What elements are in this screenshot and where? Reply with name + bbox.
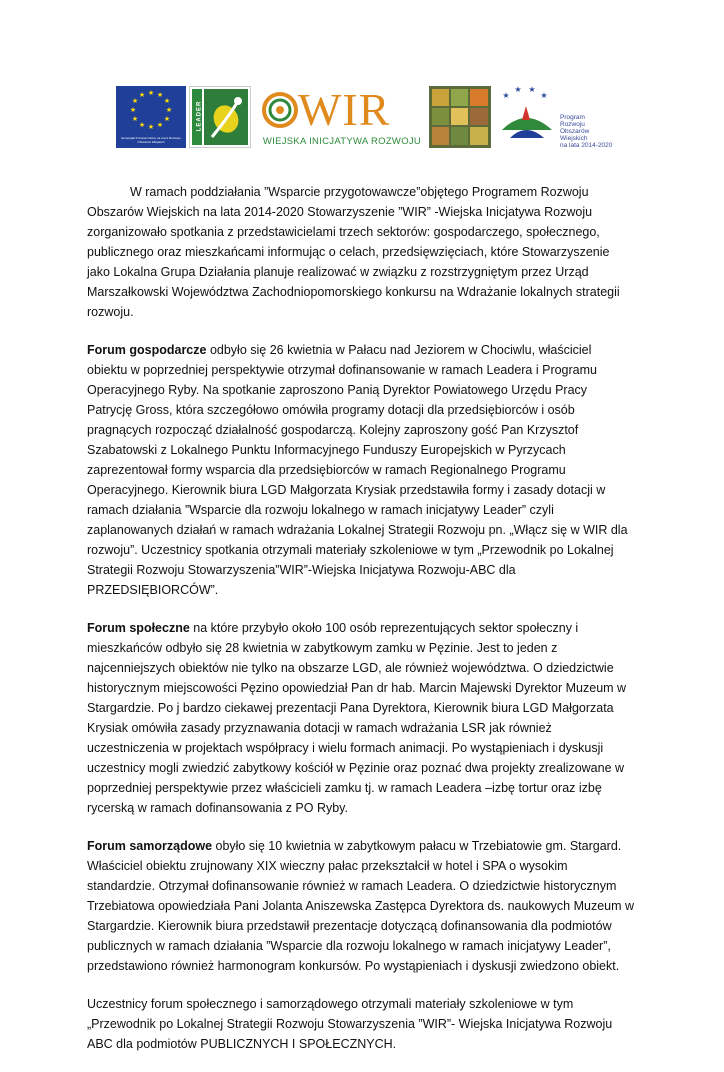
paragraph-heading: Forum społeczne (87, 621, 190, 635)
svg-text:★: ★ (163, 115, 171, 123)
svg-text:★: ★ (156, 121, 164, 129)
svg-text:★: ★ (131, 97, 139, 105)
document-body (87, 182, 635, 1072)
svg-text:★: ★ (540, 91, 548, 100)
svg-text:★: ★ (514, 86, 522, 94)
eu-caption: Europejski Fundusz Rolny na rzecz Rozwoju Obszarów Wiejskich (121, 136, 181, 144)
closing-paragraph: Uczestnicy forum społecznego i samorządowego otrzymali materiały szkoleniowe w tym „Przewodnik po Lokalnej Strategii Rozwoju Stowarzyszenia ”WIR”- Wiejska Inicjatywa Rozwoju ABC dla podmiotów PUBLICZNYCH I SPOŁECZNYCH. (87, 997, 613, 1051)
svg-text:★: ★ (163, 97, 171, 105)
prow-logo (496, 86, 616, 150)
mosaic-icon (429, 86, 491, 148)
wir-wordmark: WIR (298, 84, 391, 135)
logo-strip (116, 86, 616, 156)
prow-emblem-icon (496, 86, 558, 150)
svg-text:★: ★ (138, 91, 146, 99)
prow-years: na lata 2014-2020 (560, 142, 613, 149)
wir-logo (262, 86, 422, 148)
svg-text:★: ★ (165, 106, 173, 114)
svg-text:★: ★ (131, 115, 139, 123)
wir-subtitle: WIEJSKA INICJATYWA ROZWOJU (262, 136, 422, 147)
intro-paragraph: W ramach poddziałania ”Wsparcie przygotowawcze”objętego Programem Rozwoju Obszarów Wiejskich na lata 2014-2020 Stowarzyszenie ”WIR” -Wiejska Inicjatywa Rozwoju zorganizowało spotkania z przedstawicielami trzech sektorów: gospodarczego, społecznego, publicznego oraz mieszkańcami informując o celach, przedsięwzięciach, które Stowarzyszenie jako Lokalna Grupa Działania planuje realizować w związku z rozstrzygniętym przez Urząd Marszałkowski Województwa Zachodniopomorskiego konkursu na Wdrażanie lokalnych strategii rozwoju. (87, 185, 620, 319)
leader-abc-logo (429, 86, 491, 148)
paragraph-heading: Forum gospodarcze (87, 343, 207, 357)
svg-text:★: ★ (147, 123, 155, 131)
paragraph-heading: Forum samorządowe (87, 839, 213, 853)
svg-text:★: ★ (528, 86, 536, 94)
svg-text:★: ★ (147, 89, 155, 97)
leader-text: LEADER (196, 100, 203, 132)
svg-text:★: ★ (138, 121, 146, 129)
forum-samorzadowe-paragraph: Forum samorządowe obyło się 10 kwietnia w zabytkowym pałacu w Trzebiatowie gm. Stargard. Właściciel obiektu zrujnowany XIX wieczny pałac przekształcił w hotel i SPA o wysokim standardzie. Otrzymał dofinansowanie również w ramach Leadera. O dziedzictwie historycznym Trzebiatowa opowiedziała Pani Jolanta Aniszewska Zastępca Dyrektora ds. naukowych Muzeum w Stargardzie. Kierownik biura przedstawił prezentacje dotyczącą dofinansowania dla podmiotów publicznych w ramach działania ”Wsparcie dla rozwoju lokalnego w ramach inicjatywy Leader”, przedstawiono również harmonogram konkursów. Po wystąpieniach i dyskusji zwiedzono obiekt. (87, 839, 635, 973)
svg-text:★: ★ (156, 91, 164, 99)
spiral-icon (262, 86, 298, 134)
svg-text:★: ★ (129, 106, 137, 114)
forum-spoleczne-paragraph: Forum społeczne na które przybyło około 100 osób reprezentujących sektor społeczny i mieszkańców odbyło się 28 kwietnia w zabytkowym zamku w Pęzinie. Jest to jeden z najcenniejszych obiektów nie tylko na obszarze LGD, ale również województwa. O dziedzictwie historycznym miejscowości Pęzino opowiedział Pan dr hab. Marcin Majewski Dyrektor Muzeum w Stargardzie. Po j bardzo ciekawej prezentacji Pana Dyrektora, Kierownik biura LGD Małgorzata Krysiak omówiła zasady przyznawania dotacji w ramach wdrażania LSR jak również uczestniczenia w projektach współpracy i wielu formach animacji. Po wystąpieniach i dyskusji uczestnicy mogli zwiedzić zabytkowy kościół w Pęzinie oraz poznać dwa projekty zrealizowane w poprzedniej perspektywie przez właścicieli zamku tj. w ramach Leadera –izbę tortur oraz izbę rycerską w ramach dofinansowania z PO Ryby. (87, 621, 627, 815)
svg-text:★: ★ (502, 91, 510, 100)
prow-name: Program Rozwoju Obszarów Wiejskich (560, 114, 590, 142)
forum-gospodarcze-paragraph: Forum gospodarcze odbyło się 26 kwietnia w Pałacu nad Jeziorem w Chociwlu, właściciel obiektu w poprzedniej perspektywie otrzymał dofinansowanie w ramach Leadera i Programu Operacyjnego Ryby. Na spotkanie zaproszono Panią Dyrektor Powiatowego Urzędu Pracy Patrycję Gross, która szczegółowo omówiła programy dotacji dla przedsiębiorców i osób pragnących rozpocząć działalność gospodarczą. Kolejny zaproszony gość Pan Krzysztof Szabatowski z Lokalnego Punktu Informacyjnego Funduszy Europejskich w Pyrzycach zaprezentował formy wsparcia dla przedsiębiorców w ramach Regionalnego Programu Operacyjnego. Kierownik biura LGD Małgorzata Krysiak przedstawiła formy i zasady dotacji w ramach działania ”Wsparcie dla rozwoju lokalnego w ramach inicjatywy Leader” czyli zaplanowanych działań w ramach wdrażania Lokalnej Strategii Rozwoju pn. „Włącz się w WIR dla rozwoju”. Uczestnicy spotkania otrzymali materiały szkoleniowe w tym „Przewodnik po Lokalnej Strategii Rozwoju Stowarzyszenia”WIR”-Wiejska Inicjatywa Rozwoju-ABC dla PRZEDSIĘBIORCÓW”. (87, 343, 628, 597)
eu-flag-logo (116, 86, 186, 148)
eu-stars-icon (116, 86, 186, 134)
leader-logo (189, 86, 251, 148)
